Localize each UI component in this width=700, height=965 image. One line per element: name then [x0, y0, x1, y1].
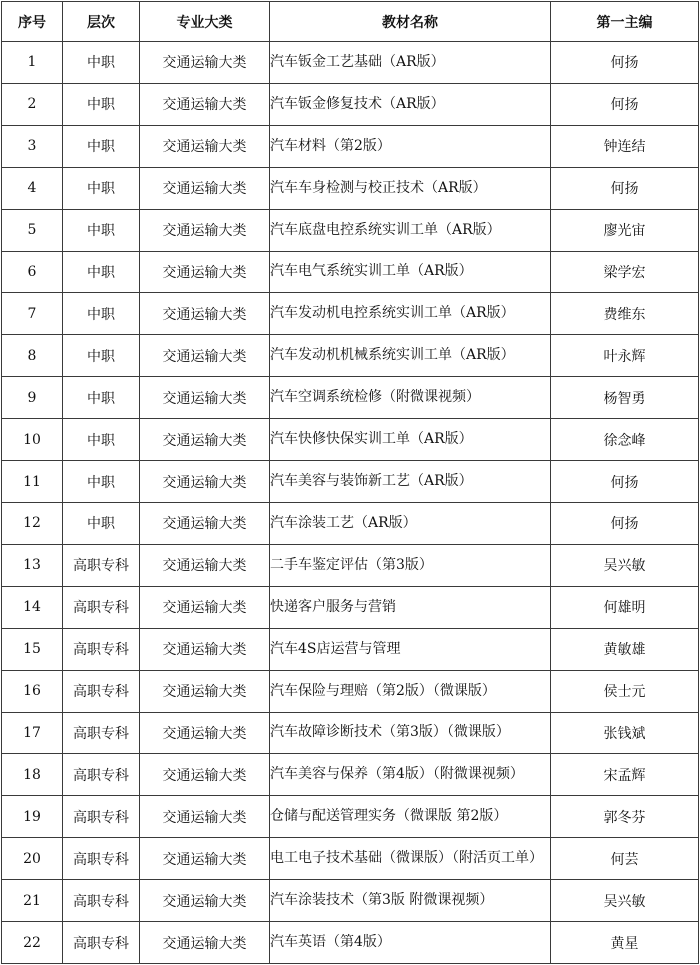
- cell-seq: 18: [2, 754, 63, 796]
- cell-category: 交通运输大类: [140, 42, 270, 84]
- cell-seq: 21: [2, 880, 63, 922]
- cell-editor: 宋孟辉: [551, 754, 699, 796]
- header-row: [2, 2, 699, 42]
- cell-level: 高职专科: [63, 712, 140, 754]
- cell-category: 交通运输大类: [140, 796, 270, 838]
- cell-category: 交通运输大类: [140, 502, 270, 544]
- cell-editor: 郭冬芬: [551, 796, 699, 838]
- cell-editor: 徐念峰: [551, 419, 699, 461]
- table-row: [2, 209, 699, 251]
- cell-title: 汽车发动机电控系统实训工单（AR版）: [270, 293, 551, 335]
- cell-category: 交通运输大类: [140, 335, 270, 377]
- table-row: [2, 628, 699, 670]
- cell-editor: 何扬: [551, 502, 699, 544]
- cell-title: 仓储与配送管理实务（微课版 第2版）: [270, 796, 551, 838]
- cell-editor: 费维东: [551, 293, 699, 335]
- cell-category: 交通运输大类: [140, 167, 270, 209]
- cell-editor: 廖光宙: [551, 209, 699, 251]
- table-body: [2, 42, 699, 964]
- cell-title: 汽车故障诊断技术（第3版）（微课版）: [270, 712, 551, 754]
- table-row: [2, 712, 699, 754]
- cell-editor: 梁学宏: [551, 251, 699, 293]
- cell-title: 汽车美容与保养（第4版）（附微课视频）: [270, 754, 551, 796]
- cell-category: 交通运输大类: [140, 461, 270, 503]
- cell-title: 汽车车身检测与校正技术（AR版）: [270, 167, 551, 209]
- cell-level: 中职: [63, 419, 140, 461]
- cell-seq: 8: [2, 335, 63, 377]
- header-level: 层次: [63, 2, 140, 42]
- cell-category: 交通运输大类: [140, 586, 270, 628]
- cell-editor: 吴兴敏: [551, 544, 699, 586]
- cell-seq: 14: [2, 586, 63, 628]
- cell-seq: 17: [2, 712, 63, 754]
- cell-title: 汽车4S店运营与管理: [270, 628, 551, 670]
- cell-title: 汽车美容与装饰新工艺（AR版）: [270, 461, 551, 503]
- cell-level: 高职专科: [63, 586, 140, 628]
- cell-title: 汽车保险与理赔（第2版）（微课版）: [270, 670, 551, 712]
- header-title: 教材名称: [270, 2, 551, 42]
- cell-title: 汽车底盘电控系统实训工单（AR版）: [270, 209, 551, 251]
- cell-category: 交通运输大类: [140, 628, 270, 670]
- cell-seq: 7: [2, 293, 63, 335]
- cell-level: 中职: [63, 377, 140, 419]
- cell-title: 汽车电气系统实训工单（AR版）: [270, 251, 551, 293]
- cell-category: 交通运输大类: [140, 712, 270, 754]
- cell-editor: 何扬: [551, 461, 699, 503]
- cell-editor: 张钱斌: [551, 712, 699, 754]
- cell-category: 交通运输大类: [140, 838, 270, 880]
- cell-editor: 黄星: [551, 922, 699, 964]
- cell-seq: 22: [2, 922, 63, 964]
- cell-title: 汽车英语（第4版）: [270, 922, 551, 964]
- cell-level: 中职: [63, 167, 140, 209]
- cell-level: 高职专科: [63, 796, 140, 838]
- cell-seq: 12: [2, 502, 63, 544]
- table-row: [2, 293, 699, 335]
- textbook-table: [1, 1, 699, 964]
- table-row: [2, 838, 699, 880]
- cell-level: 高职专科: [63, 628, 140, 670]
- cell-title: 汽车涂装技术（第3版 附微课视频）: [270, 880, 551, 922]
- cell-title: 电工电子技术基础（微课版）（附活页工单）: [270, 838, 551, 880]
- cell-seq: 19: [2, 796, 63, 838]
- header-category: 专业大类: [140, 2, 270, 42]
- cell-level: 中职: [63, 83, 140, 125]
- cell-editor: 何扬: [551, 42, 699, 84]
- cell-title: 快递客户服务与营销: [270, 586, 551, 628]
- header-editor: 第一主编: [551, 2, 699, 42]
- table-row: [2, 880, 699, 922]
- cell-category: 交通运输大类: [140, 419, 270, 461]
- cell-title: 汽车快修快保实训工单（AR版）: [270, 419, 551, 461]
- cell-title: 汽车钣金修复技术（AR版）: [270, 83, 551, 125]
- cell-seq: 5: [2, 209, 63, 251]
- table-row: [2, 167, 699, 209]
- table-row: [2, 922, 699, 964]
- cell-level: 高职专科: [63, 922, 140, 964]
- cell-editor: 黄敏雄: [551, 628, 699, 670]
- cell-seq: 3: [2, 125, 63, 167]
- header-seq: 序号: [2, 2, 63, 42]
- table-row: [2, 670, 699, 712]
- cell-category: 交通运输大类: [140, 377, 270, 419]
- cell-title: 汽车钣金工艺基础（AR版）: [270, 42, 551, 84]
- cell-category: 交通运输大类: [140, 922, 270, 964]
- cell-category: 交通运输大类: [140, 251, 270, 293]
- cell-category: 交通运输大类: [140, 754, 270, 796]
- cell-level: 中职: [63, 335, 140, 377]
- cell-category: 交通运输大类: [140, 83, 270, 125]
- cell-seq: 9: [2, 377, 63, 419]
- cell-seq: 20: [2, 838, 63, 880]
- table-row: [2, 586, 699, 628]
- cell-seq: 10: [2, 419, 63, 461]
- cell-title: 汽车涂装工艺（AR版）: [270, 502, 551, 544]
- cell-level: 中职: [63, 461, 140, 503]
- cell-level: 中职: [63, 251, 140, 293]
- cell-title: 汽车空调系统检修（附微课视频）: [270, 377, 551, 419]
- table-row: [2, 461, 699, 503]
- table-row: [2, 125, 699, 167]
- cell-seq: 4: [2, 167, 63, 209]
- cell-editor: 杨智勇: [551, 377, 699, 419]
- cell-editor: 叶永辉: [551, 335, 699, 377]
- cell-editor: 何扬: [551, 83, 699, 125]
- table-row: [2, 419, 699, 461]
- cell-level: 高职专科: [63, 544, 140, 586]
- cell-seq: 2: [2, 83, 63, 125]
- cell-category: 交通运输大类: [140, 209, 270, 251]
- cell-level: 中职: [63, 125, 140, 167]
- cell-editor: 钟连结: [551, 125, 699, 167]
- cell-level: 中职: [63, 42, 140, 84]
- cell-seq: 11: [2, 461, 63, 503]
- cell-title: 汽车材料（第2版）: [270, 125, 551, 167]
- table-row: [2, 796, 699, 838]
- cell-level: 高职专科: [63, 880, 140, 922]
- cell-editor: 何芸: [551, 838, 699, 880]
- cell-category: 交通运输大类: [140, 544, 270, 586]
- cell-level: 高职专科: [63, 670, 140, 712]
- table-row: [2, 83, 699, 125]
- cell-seq: 1: [2, 42, 63, 84]
- cell-title: 二手车鉴定评估（第3版）: [270, 544, 551, 586]
- cell-level: 中职: [63, 502, 140, 544]
- cell-seq: 15: [2, 628, 63, 670]
- cell-category: 交通运输大类: [140, 670, 270, 712]
- table-row: [2, 544, 699, 586]
- table-row: [2, 42, 699, 84]
- cell-category: 交通运输大类: [140, 880, 270, 922]
- cell-category: 交通运输大类: [140, 293, 270, 335]
- table-row: [2, 377, 699, 419]
- cell-editor: 侯士元: [551, 670, 699, 712]
- cell-seq: 16: [2, 670, 63, 712]
- cell-level: 中职: [63, 293, 140, 335]
- table-row: [2, 502, 699, 544]
- cell-editor: 吴兴敏: [551, 880, 699, 922]
- cell-level: 高职专科: [63, 754, 140, 796]
- cell-seq: 13: [2, 544, 63, 586]
- cell-level: 高职专科: [63, 838, 140, 880]
- cell-level: 中职: [63, 209, 140, 251]
- cell-editor: 何雄明: [551, 586, 699, 628]
- table-row: [2, 335, 699, 377]
- cell-seq: 6: [2, 251, 63, 293]
- table-row: [2, 754, 699, 796]
- cell-title: 汽车发动机机械系统实训工单（AR版）: [270, 335, 551, 377]
- table-row: [2, 251, 699, 293]
- cell-editor: 何扬: [551, 167, 699, 209]
- cell-category: 交通运输大类: [140, 125, 270, 167]
- table-header: [2, 2, 699, 42]
